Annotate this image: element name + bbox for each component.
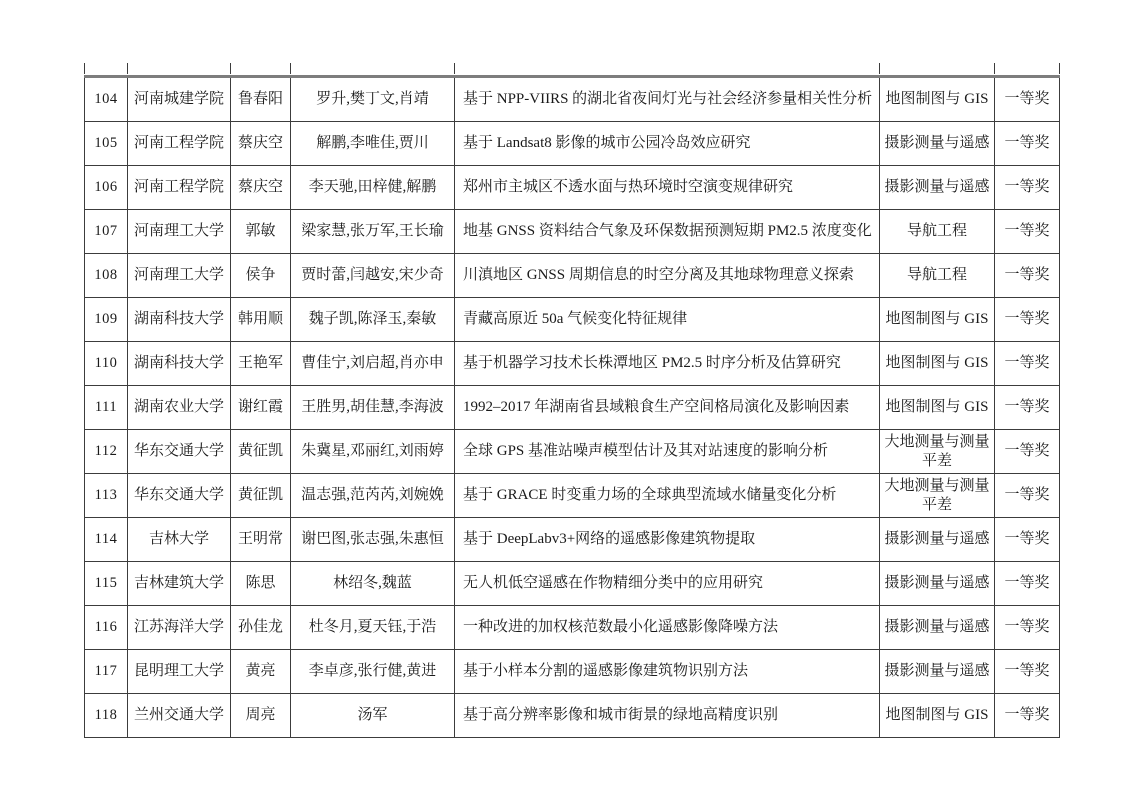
cell-school: 兰州交通大学 bbox=[128, 694, 231, 738]
cell-category: 大地测量与测量平差 bbox=[880, 474, 995, 518]
cell-title: 一种改进的加权核范数最小化遥感影像降噪方法 bbox=[455, 606, 880, 650]
cell-school: 华东交通大学 bbox=[128, 474, 231, 518]
cell-team: 谢巴图,张志强,朱惠恒 bbox=[291, 518, 455, 562]
cell-leader: 谢红霞 bbox=[231, 386, 291, 430]
cell-leader: 王明常 bbox=[231, 518, 291, 562]
cell-leader: 陈思 bbox=[231, 562, 291, 606]
cell-no: 110 bbox=[85, 342, 128, 386]
cell-no: 105 bbox=[85, 122, 128, 166]
cell-leader: 蔡庆空 bbox=[231, 166, 291, 210]
cell-school: 吉林建筑大学 bbox=[128, 562, 231, 606]
cell-team: 李卓彦,张行健,黄进 bbox=[291, 650, 455, 694]
cell-category: 摄影测量与遥感 bbox=[880, 166, 995, 210]
cell-team: 解鹏,李唯佳,贾川 bbox=[291, 122, 455, 166]
cell-award: 一等奖 bbox=[995, 518, 1060, 562]
table-row bbox=[85, 210, 1060, 254]
cell-category: 摄影测量与遥感 bbox=[880, 518, 995, 562]
cell-category: 导航工程 bbox=[880, 254, 995, 298]
cell-no: 118 bbox=[85, 694, 128, 738]
cell-leader: 侯争 bbox=[231, 254, 291, 298]
cell-leader: 黄征凯 bbox=[231, 474, 291, 518]
cell-award: 一等奖 bbox=[995, 650, 1060, 694]
cell-category: 地图制图与 GIS bbox=[880, 298, 995, 342]
table-row bbox=[85, 122, 1060, 166]
cell-category: 摄影测量与遥感 bbox=[880, 650, 995, 694]
cell-team: 林绍冬,魏蓝 bbox=[291, 562, 455, 606]
cell-leader: 周亮 bbox=[231, 694, 291, 738]
cell-school: 湖南科技大学 bbox=[128, 342, 231, 386]
cell-school: 湖南农业大学 bbox=[128, 386, 231, 430]
cell-school: 河南理工大学 bbox=[128, 210, 231, 254]
cell-award: 一等奖 bbox=[995, 254, 1060, 298]
cell-leader: 郭敏 bbox=[231, 210, 291, 254]
table-row bbox=[85, 166, 1060, 210]
cell-leader: 孙佳龙 bbox=[231, 606, 291, 650]
cell-team: 曹佳宁,刘启超,肖亦申 bbox=[291, 342, 455, 386]
cell-school: 湖南科技大学 bbox=[128, 298, 231, 342]
cell-title: 基于 Landsat8 影像的城市公园冷岛效应研究 bbox=[455, 122, 880, 166]
cell-award: 一等奖 bbox=[995, 562, 1060, 606]
table-continuation-mark bbox=[994, 63, 995, 74]
cell-no: 117 bbox=[85, 650, 128, 694]
table-row bbox=[85, 342, 1060, 386]
cell-no: 111 bbox=[85, 386, 128, 430]
cell-no: 106 bbox=[85, 166, 128, 210]
cell-title: 基于 DeepLabv3+网络的遥感影像建筑物提取 bbox=[455, 518, 880, 562]
table-continuation-mark bbox=[290, 63, 291, 74]
cell-category: 地图制图与 GIS bbox=[880, 77, 995, 122]
cell-leader: 王艳军 bbox=[231, 342, 291, 386]
cell-no: 108 bbox=[85, 254, 128, 298]
cell-category: 摄影测量与遥感 bbox=[880, 606, 995, 650]
cell-team: 杜冬月,夏天钰,于浩 bbox=[291, 606, 455, 650]
table-continuation-mark bbox=[454, 63, 455, 74]
table-continuation-mark bbox=[879, 63, 880, 74]
table-continuation-mark bbox=[84, 705, 85, 713]
cell-leader: 蔡庆空 bbox=[231, 122, 291, 166]
cell-category: 地图制图与 GIS bbox=[880, 342, 995, 386]
cell-no: 113 bbox=[85, 474, 128, 518]
cell-title: 基于 NPP-VIIRS 的湖北省夜间灯光与社会经济参量相关性分析 bbox=[455, 77, 880, 122]
cell-category: 导航工程 bbox=[880, 210, 995, 254]
cell-title: 川滇地区 GNSS 周期信息的时空分离及其地球物理意义探索 bbox=[455, 254, 880, 298]
cell-leader: 韩用顺 bbox=[231, 298, 291, 342]
cell-team: 魏子凯,陈泽玉,秦敏 bbox=[291, 298, 455, 342]
cell-team: 梁家慧,张万军,王长瑜 bbox=[291, 210, 455, 254]
cell-title: 地基 GNSS 资料结合气象及环保数据预测短期 PM2.5 浓度变化 bbox=[455, 210, 880, 254]
cell-school: 河南工程学院 bbox=[128, 166, 231, 210]
cell-title: 基于 GRACE 时变重力场的全球典型流域水储量变化分析 bbox=[455, 474, 880, 518]
table-continuation-mark bbox=[84, 63, 85, 74]
cell-leader: 黄亮 bbox=[231, 650, 291, 694]
cell-award: 一等奖 bbox=[995, 430, 1060, 474]
cell-team: 贾时蕾,闫越安,宋少奇 bbox=[291, 254, 455, 298]
cell-category: 地图制图与 GIS bbox=[880, 386, 995, 430]
cell-category: 地图制图与 GIS bbox=[880, 694, 995, 738]
cell-award: 一等奖 bbox=[995, 166, 1060, 210]
cell-category: 摄影测量与遥感 bbox=[880, 122, 995, 166]
table-row bbox=[85, 254, 1060, 298]
cell-award: 一等奖 bbox=[995, 386, 1060, 430]
cell-school: 江苏海洋大学 bbox=[128, 606, 231, 650]
cell-award: 一等奖 bbox=[995, 77, 1060, 122]
cell-award: 一等奖 bbox=[995, 122, 1060, 166]
cell-category: 大地测量与测量平差 bbox=[880, 430, 995, 474]
table-continuation-mark bbox=[230, 705, 231, 713]
cell-team: 罗升,樊丁文,肖靖 bbox=[291, 77, 455, 122]
cell-leader: 黄征凯 bbox=[231, 430, 291, 474]
cell-award: 一等奖 bbox=[995, 606, 1060, 650]
cell-award: 一等奖 bbox=[995, 474, 1060, 518]
cell-title: 基于机器学习技术长株潭地区 PM2.5 时序分析及估算研究 bbox=[455, 342, 880, 386]
table-row bbox=[85, 386, 1060, 430]
awards-table bbox=[84, 75, 1060, 738]
table-continuation-mark bbox=[1059, 63, 1060, 74]
table-continuation-mark bbox=[879, 705, 880, 713]
cell-team: 李天驰,田梓健,解鹏 bbox=[291, 166, 455, 210]
cell-title: 基于高分辨率影像和城市街景的绿地高精度识别 bbox=[455, 694, 880, 738]
cell-team: 温志强,范芮芮,刘婉娩 bbox=[291, 474, 455, 518]
cell-school: 昆明理工大学 bbox=[128, 650, 231, 694]
cell-no: 107 bbox=[85, 210, 128, 254]
cell-no: 112 bbox=[85, 430, 128, 474]
cell-title: 基于小样本分割的遥感影像建筑物识别方法 bbox=[455, 650, 880, 694]
table-continuation-mark bbox=[230, 63, 231, 74]
table-row bbox=[85, 474, 1060, 518]
table-row bbox=[85, 430, 1060, 474]
awards-table-body bbox=[85, 77, 1060, 738]
cell-title: 1992–2017 年湖南省县域粮食生产空间格局演化及影响因素 bbox=[455, 386, 880, 430]
table-row bbox=[85, 650, 1060, 694]
table-row bbox=[85, 77, 1060, 122]
cell-title: 全球 GPS 基准站噪声模型估计及其对站速度的影响分析 bbox=[455, 430, 880, 474]
table-continuation-mark bbox=[994, 705, 995, 713]
table-row bbox=[85, 562, 1060, 606]
cell-team: 王胜男,胡佳慧,李海波 bbox=[291, 386, 455, 430]
table-row bbox=[85, 606, 1060, 650]
cell-category: 摄影测量与遥感 bbox=[880, 562, 995, 606]
cell-school: 吉林大学 bbox=[128, 518, 231, 562]
cell-title: 郑州市主城区不透水面与热环境时空演变规律研究 bbox=[455, 166, 880, 210]
cell-team: 汤军 bbox=[291, 694, 455, 738]
cell-title: 青藏高原近 50a 气候变化特征规律 bbox=[455, 298, 880, 342]
table-continuation-mark bbox=[1059, 705, 1060, 713]
cell-no: 114 bbox=[85, 518, 128, 562]
cell-leader: 鲁春阳 bbox=[231, 77, 291, 122]
cell-school: 河南理工大学 bbox=[128, 254, 231, 298]
table-row bbox=[85, 298, 1060, 342]
cell-award: 一等奖 bbox=[995, 210, 1060, 254]
cell-title: 无人机低空遥感在作物精细分类中的应用研究 bbox=[455, 562, 880, 606]
cell-no: 115 bbox=[85, 562, 128, 606]
cell-no: 109 bbox=[85, 298, 128, 342]
table-row bbox=[85, 518, 1060, 562]
cell-team: 朱冀星,邓丽红,刘雨婷 bbox=[291, 430, 455, 474]
cell-award: 一等奖 bbox=[995, 298, 1060, 342]
cell-no: 116 bbox=[85, 606, 128, 650]
table-continuation-mark bbox=[290, 705, 291, 713]
cell-school: 华东交通大学 bbox=[128, 430, 231, 474]
table-row bbox=[85, 694, 1060, 738]
cell-school: 河南工程学院 bbox=[128, 122, 231, 166]
cell-award: 一等奖 bbox=[995, 694, 1060, 738]
table-continuation-mark bbox=[127, 705, 128, 713]
table-continuation-mark bbox=[127, 63, 128, 74]
cell-school: 河南城建学院 bbox=[128, 77, 231, 122]
cell-no: 104 bbox=[85, 77, 128, 122]
cell-award: 一等奖 bbox=[995, 342, 1060, 386]
table-continuation-mark bbox=[454, 705, 455, 713]
